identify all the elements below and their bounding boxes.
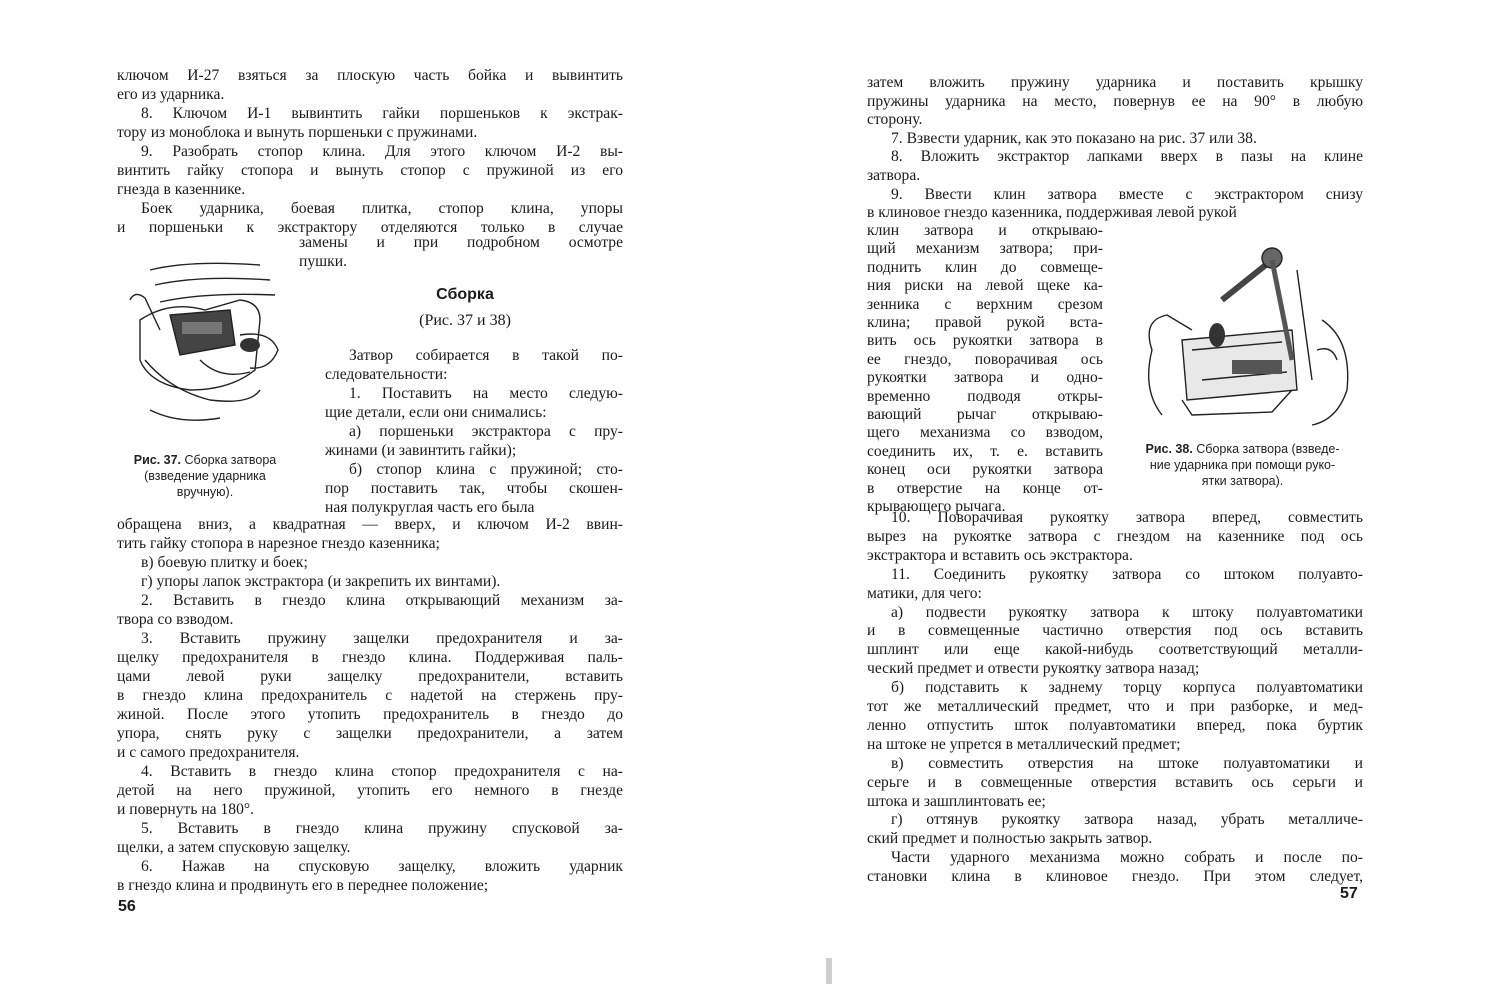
left-top-line: его из ударника. xyxy=(117,86,225,103)
right-bottom-line: г) оттянув рукоятку затвора назад, убрать металличе- xyxy=(891,811,1363,829)
left-column-line: следовательности: xyxy=(325,366,448,383)
right-column-line: зенника с верхним срезом xyxy=(867,295,1103,313)
left-bottom-line: детой на него пружиной, утопить его немного в гнезде xyxy=(117,782,623,799)
figure-38-illustration xyxy=(1122,240,1362,430)
left-top-line: винтить гайку стопора и вынуть стопор с пружиной из его xyxy=(117,162,623,179)
right-top-line: в клиновое гнездо казенника, поддерживая левой рукой xyxy=(867,204,1237,222)
page-number-left: 56 xyxy=(118,898,136,915)
right-column-line: в отверстие на конце от- xyxy=(867,479,1103,497)
left-bottom-line: упора, снять руку с защелки предохранители, а затем xyxy=(117,725,623,742)
right-column-line: рукоятки затвора и одно- xyxy=(867,369,1103,387)
left-column-line: Затвор собирается в такой по- xyxy=(349,347,623,364)
right-bottom-line: штока и зашплинтовать ее; xyxy=(867,792,1046,810)
left-column-line: щие детали, если они снимались: xyxy=(325,404,547,421)
right-bottom-line: шплинт или еще какой-нибудь соответствующий металли- xyxy=(867,641,1363,659)
page-number-right: 57 xyxy=(1340,885,1358,902)
left-top-line: 8. Ключом И-1 вывинтить гайки поршеньков к экстрак- xyxy=(141,105,623,122)
figure-37-caption-line-3: вручную). xyxy=(176,485,234,499)
right-top-line: сторону. xyxy=(867,111,923,129)
left-bottom-line: и с самого предохранителя. xyxy=(117,744,300,761)
right-column-line: крывающего рычага. xyxy=(867,498,1006,515)
left-top-line: тору из моноблока и вынуть поршеньки с пружинами. xyxy=(117,124,478,141)
right-top-line: затвора. xyxy=(867,167,921,184)
right-bottom-line: и в совмещенные частично отверстия под ось вставить xyxy=(867,622,1363,640)
left-bottom-line: в гнездо клина и продвинуть его в переднее положение; xyxy=(117,877,489,894)
right-bottom-line: б) подставить к заднему торцу корпуса полуавтоматики xyxy=(891,679,1363,697)
left-column-line: б) стопор клина с пружиной; сто- xyxy=(349,461,623,478)
left-bottom-line: твора со взводом. xyxy=(117,611,234,628)
figure-38-caption-line-2: ние ударника при помощи руко- xyxy=(1149,458,1336,472)
right-column-line: соединить их, т. е. вставить xyxy=(867,442,1103,460)
right-bottom-line: вырез на рукоятке затвора с гнездом на казеннике под ось xyxy=(867,527,1363,545)
left-column-line: ная полукруглая часть его была xyxy=(325,499,535,516)
left-bottom-line: 4. Вставить в гнездо клина стопор предохранителя с на- xyxy=(141,763,623,780)
left-bottom-line: 3. Вставить пружину защелки предохранителя и за- xyxy=(141,630,623,647)
right-column-line: поднить клин до совмеще- xyxy=(867,258,1103,276)
right-bottom-line: 10. Поворачивая рукоятку затвора вперед, совместить xyxy=(891,509,1363,526)
gutter-mark xyxy=(826,958,832,984)
right-column-line: вающий рычаг открываю- xyxy=(867,406,1103,423)
right-bottom-line: Части ударного механизма можно собрать и после по- xyxy=(891,849,1363,867)
right-bottom-line: становки клина в клиновое гнездо. При этом следует, xyxy=(867,868,1363,886)
right-column-line: вить ось рукоятки затвора в xyxy=(867,332,1103,350)
left-top-line: 9. Разобрать стопор клина. Для этого ключом И-2 вы- xyxy=(141,143,623,160)
right-bottom-line: в) совместить отверстия на штоке полуавтоматики и xyxy=(891,754,1363,772)
figure-37-caption xyxy=(110,452,300,500)
left-bottom-line: 2. Вставить в гнездо клина открывающий механизм за- xyxy=(141,592,623,609)
right-column-line: клина; правой рукой вста- xyxy=(867,314,1103,331)
figure-37-caption-line-1: Сборка затвора xyxy=(184,453,277,467)
left-bottom-line: тить гайку стопора в нарезное гнездо казенника; xyxy=(117,535,440,552)
left-bottom-line: г) упоры лапок экстрактора (и закрепить их винтами). xyxy=(141,573,501,590)
figure-37-caption-line-2: (взведение ударника xyxy=(144,469,266,483)
left-side-line: пушки. xyxy=(299,253,347,270)
section-subheading: (Рис. 37 и 38) xyxy=(419,312,511,329)
right-bottom-line: ческий предмет и отвести рукоятку затвора назад; xyxy=(867,660,1200,678)
right-top-line: пружины ударника на место, повернув ее на 90° в любую xyxy=(867,92,1363,110)
left-side-line: замены и при подробном осмотре xyxy=(299,234,623,251)
right-column-line: ее гнездо, поворачивая ось xyxy=(867,350,1103,368)
left-bottom-line: 6. Нажав на спусковую защелку, вложить ударник xyxy=(141,858,623,875)
right-bottom-line: а) подвести рукоятку затвора к штоку полуавтоматики xyxy=(891,603,1363,621)
figure-38-caption-line-1: Сборка затвора (взведе- xyxy=(1196,442,1340,456)
figure-38-label: Рис. 38. xyxy=(1145,442,1193,456)
right-top-line: 9. Ввести клин затвора вместе с экстрактором снизу xyxy=(891,185,1363,203)
left-column-line: жинами (и завинтить гайки); xyxy=(325,442,517,459)
right-column-line: временно подводя откры- xyxy=(867,387,1103,405)
right-bottom-line: тот же металлический предмет, что и при разборке, и мед- xyxy=(867,698,1363,715)
section-heading: Сборка xyxy=(436,286,494,303)
left-column-line: пор поставить так, чтобы скошен- xyxy=(325,480,623,497)
left-column-line: 1. Поставить на место следую- xyxy=(349,385,623,402)
right-top-line: 7. Взвести ударник, как это показано на рис. 37 или 38. xyxy=(891,129,1257,147)
left-bottom-line: цами левой руки защелку предохранители, вставить xyxy=(117,668,623,685)
right-bottom-line: экстрактора и вставить ось экстрактора. xyxy=(867,546,1133,564)
right-page xyxy=(750,0,1500,1000)
left-column-line: а) поршеньки экстрактора с пру- xyxy=(349,423,623,440)
right-bottom-line: 11. Соединить рукоятку затвора со штоком полуавто- xyxy=(891,565,1363,583)
left-bottom-line: жиной. После этого утопить предохранитель в гнездо до xyxy=(117,706,623,723)
right-column-line: щий механизм затвора; при- xyxy=(867,240,1103,258)
right-column-line: щего механизма со взводом, xyxy=(867,424,1103,442)
left-top-line: гнезда в казеннике. xyxy=(117,181,246,198)
left-bottom-line: 5. Вставить в гнездо клина пружину спусковой за- xyxy=(141,820,623,837)
right-bottom-line: серьге и в совмещенные отверстия вставить ось серьги и xyxy=(867,773,1363,791)
right-column-line: ния риски на левой щеке ка- xyxy=(867,277,1103,295)
left-bottom-line: обращена вниз, а квадратная — вверх, и ключом И-2 ввин- xyxy=(117,516,623,533)
right-top-line: затем вложить пружину ударника и поставить крышку xyxy=(867,74,1363,91)
figure-37-illustration xyxy=(110,240,300,440)
left-bottom-line: щелку предохранителя в гнездо клина. Поддерживая паль- xyxy=(117,649,623,666)
figure-37-label: Рис. 37. xyxy=(133,453,182,467)
right-bottom-line: на штоке не упрется в металлический предмет; xyxy=(867,735,1181,753)
right-bottom-line: ский предмет и полностью закрыть затвор. xyxy=(867,830,1153,848)
figure-38-caption xyxy=(1120,441,1365,489)
right-top-line: 8. Вложить экстрактор лапками вверх в пазы на клине xyxy=(891,148,1363,166)
left-bottom-line: в гнездо клина предохранитель с надетой на стержень пру- xyxy=(117,687,623,704)
right-column-line: клин затвора и открываю- xyxy=(867,222,1103,239)
left-top-line: Боек ударника, боевая плитка, стопор клина, упоры xyxy=(141,200,623,217)
right-column-line: конец оси рукоятки затвора xyxy=(867,461,1103,479)
left-bottom-line: и повернуть на 180°. xyxy=(117,801,255,818)
right-bottom-line: ленно отпустить шток полуавтоматики вперед, пока буртик xyxy=(867,716,1363,734)
left-bottom-line: в) боевую плитку и боек; xyxy=(141,554,308,571)
figure-38-caption-line-3: ятки затвора). xyxy=(1201,474,1284,488)
right-bottom-line: матики, для чего: xyxy=(867,584,982,602)
left-bottom-line: щелки, а затем спусковую защелку. xyxy=(117,839,351,856)
left-top-line: ключом И-27 взяться за плоскую часть бойка и вывинтить xyxy=(117,67,623,84)
left-top-line: и поршеньки к экстрактору отделяются только в случае xyxy=(117,219,623,236)
